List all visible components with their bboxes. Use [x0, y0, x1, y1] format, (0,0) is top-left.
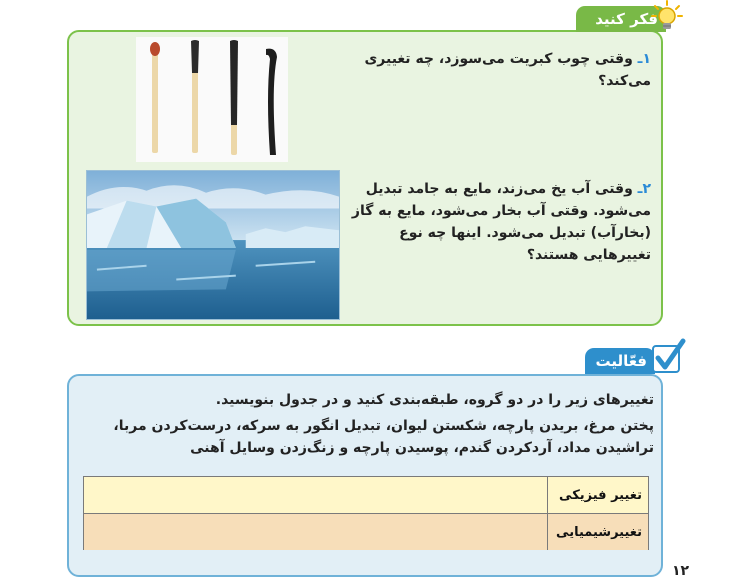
activity-tab — [585, 348, 655, 374]
question-1-number: ۱ـ — [637, 51, 651, 67]
matches-image — [136, 37, 288, 162]
question-1-text: وقتی چوب کبریت می‌سوزد، چه تغییری می‌کند؟ — [364, 51, 651, 89]
chemical-change-label: تغییرشیمیایی — [547, 514, 648, 550]
think-tab-label: فکر کنید — [595, 10, 658, 28]
question-2 — [345, 178, 651, 266]
question-2-text: وقتی آب یخ می‌زند، مایع به جامد تبدیل می‌شود. وقتی آب بخار می‌شود، مایع به گاز (بخارآب) تبدیل می‌شود. اینها چه نوع تغییرهایی هستند؟ — [351, 181, 651, 263]
classification-table — [83, 476, 649, 550]
checkmark-icon — [652, 338, 686, 374]
page-number: ۱۲ — [672, 563, 690, 579]
table-row — [84, 477, 648, 513]
chemical-change-answer-cell[interactable] — [84, 514, 547, 550]
physical-change-answer-cell[interactable] — [84, 477, 547, 513]
lightbulb-icon — [650, 0, 684, 34]
iceberg-image — [86, 170, 340, 320]
table-row — [84, 513, 648, 550]
activity-tab-label: فعّالیت — [595, 352, 647, 370]
activity-instruction: تغییرهای زیر را در دو گروه، طبقه‌بندی کنید و در جدول بنویسید. — [215, 392, 654, 408]
activity-list: پختن مرغ، بریدن پارچه، شکستن لیوان، تبدیل انگور به سرکه، درست‌کردن مربا، تراشیدن مداد، آردکردن گندم، پوسیدن پارچه و زنگ‌زدن وسایل آهنی — [113, 418, 654, 456]
physical-change-label: تغییر فیزیکی — [547, 477, 648, 513]
question-2-number: ۲ـ — [637, 181, 651, 197]
question-1 — [345, 48, 651, 92]
